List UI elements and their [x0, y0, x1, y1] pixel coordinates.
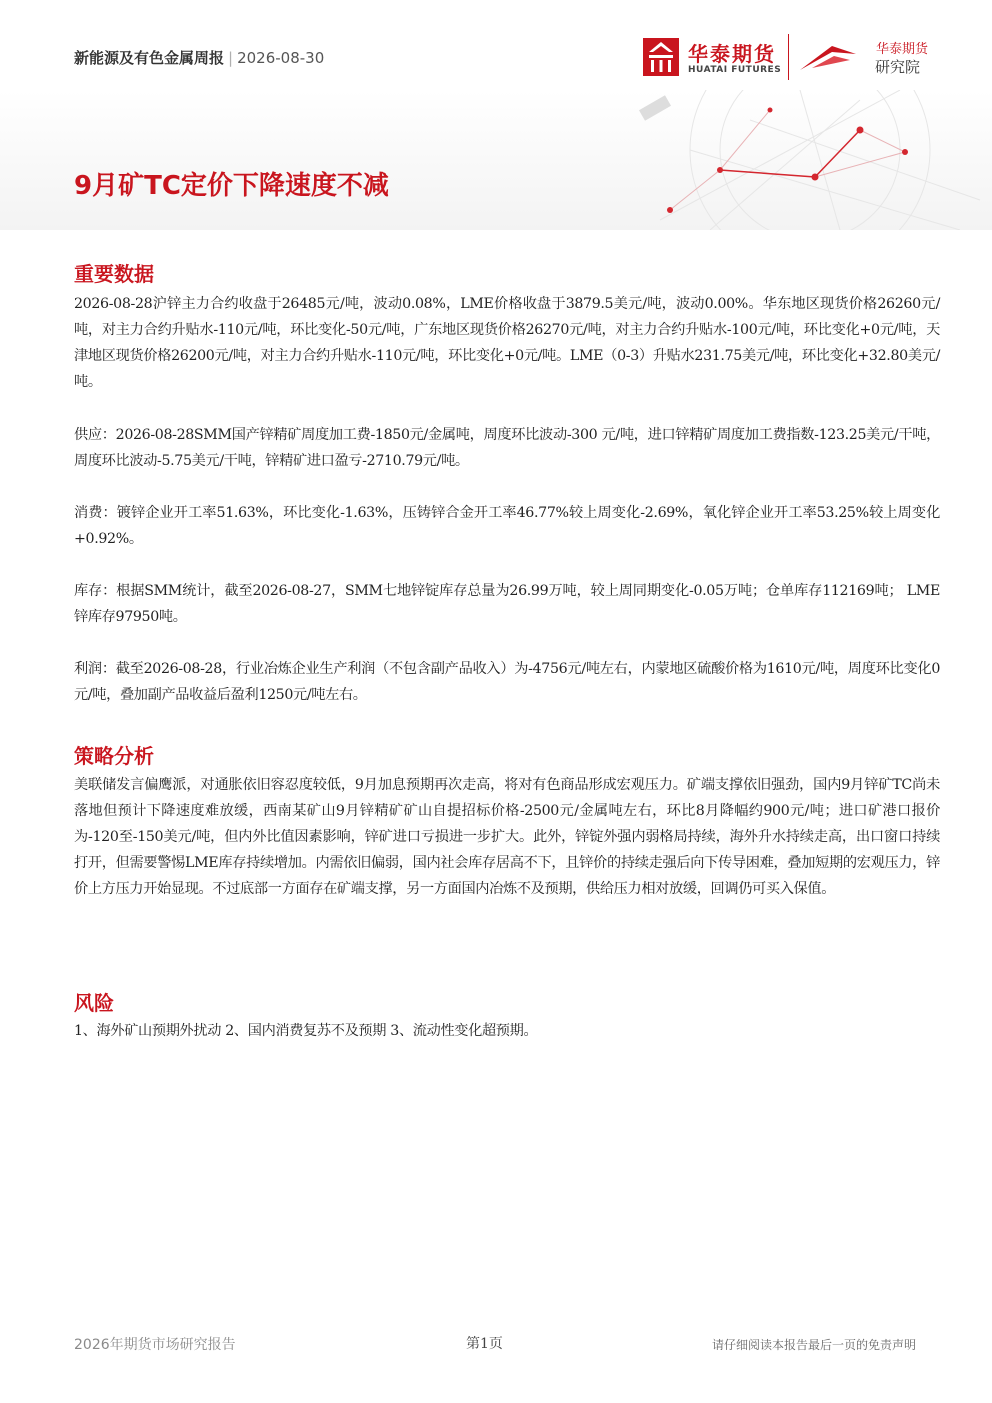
footer-page-number: 第1页: [466, 1336, 503, 1352]
page-title: 9月矿TC定价下降速度不减: [74, 171, 389, 201]
footer-disclaimer-note: 请仔细阅读本报告最后一页的免责声明: [711, 1338, 916, 1352]
report-series-label: [74, 47, 324, 68]
risk-paragraph: 1、海外矿山预期外扰动 2、国内消费复苏不及预期 3、流动性变化超预期。: [74, 1023, 538, 1039]
key-data-paragraph-inventory: 库存：根据SMM统计，截至2026-08-27，SMM七地锌锭库存总量为26.99万吨，较上周同期变化-0.05万吨；仓单库存112169吨； LME锌库存97950吨。: [74, 583, 940, 625]
header-separator: |: [228, 49, 234, 67]
institute-logo-icon: [798, 40, 858, 74]
key-data-paragraph-consumption: 消费：镀锌企业开工率51.63%，环比变化-1.63%，压铸锌合金开工率46.77%较上周变化-2.69%，氧化锌企业开工率53.25%较上周变化+0.92%。: [74, 505, 940, 547]
company-name-cn: 华泰期货: [688, 42, 776, 66]
institute-name: 华泰期货: [875, 42, 928, 57]
institute-subtitle: 研究院: [874, 58, 920, 76]
key-data-paragraph-prices: 2026-08-28沪锌主力合约收盘于26485元/吨，波动0.08%，LME价格收盘于3879.5美元/吨，波动0.00%。华东地区现货价格26260元/吨，对主力合约升贴水-110元/吨，环比变化-50元/吨，广东地区现货价格26270元/吨，对主力合约升贴水-100元/吨，环比变化+0元/吨，天津地区现货价格26200元/吨，对主力合约升贴水-110元/吨，环比变化+0元/吨。LME（0-3）升贴水231.75美元/吨，环比变化+32.80美元/吨。: [74, 296, 940, 390]
page-header: [0, 0, 992, 90]
report-date: 2026-08-30: [237, 49, 325, 67]
footer-report-name: 2026年期货市场研究报告: [74, 1337, 236, 1353]
key-data-paragraph-supply: 供应：2026-08-28SMM国产锌精矿周度加工费-1850元/金属吨，周度环比波动-300 元/吨，进口锌精矿周度加工费指数-123.25美元/干吨，周度环比波动-5.75美元/干吨，锌精矿进口盈亏-2710.79元/吨。: [74, 427, 940, 469]
network-graphic: [600, 90, 992, 230]
strategy-heading: 策略分析: [74, 744, 154, 768]
header-divider: [788, 34, 789, 80]
title-banner: [0, 90, 992, 230]
strategy-paragraph: 美联储发言偏鹰派，对通胀依旧容忍度较低，9月加息预期再次走高，将对有色商品形成宏观压力。矿端支撑依旧强劲，国内9月锌矿TC尚未落地但预计下降速度难放缓，西南某矿山9月锌精矿矿山自提招标价格-2500元/金属吨左右，环比8月降幅约900元/吨；进口矿港口报价为-120至-150美元/吨，但内外比值因素影响，锌矿进口亏损进一步扩大。此外，锌锭外强内弱格局持续，海外升水持续走高，出口窗口持续打开，但需要警惕LME库存持续增加。内需依旧偏弱，国内社会库存居高不下，且锌价的持续走强后向下传导困难，叠加短期的宏观压力，锌价上方压力开始显现。不过底部一方面存在矿端支撑，另一方面国内冶炼不及预期，供给压力相对放缓，回调仍可买入保值。: [74, 777, 940, 897]
risk-heading: 风险: [74, 991, 114, 1015]
key-data-heading: 重要数据: [74, 262, 154, 286]
huatai-logo-icon: [643, 38, 679, 76]
key-data-paragraph-profit: 利润：截至2026-08-28，行业冶炼企业生产利润（不包含副产品收入）为-4756元/吨左右，内蒙地区硫酸价格为1610元/吨，周度环比变化0元/吨，叠加副产品收益后盈利1250元/吨左右。: [74, 661, 940, 703]
company-name-en: HUATAI FUTURES: [688, 65, 782, 75]
report-series-name: 新能源及有色金属周报: [74, 49, 225, 67]
